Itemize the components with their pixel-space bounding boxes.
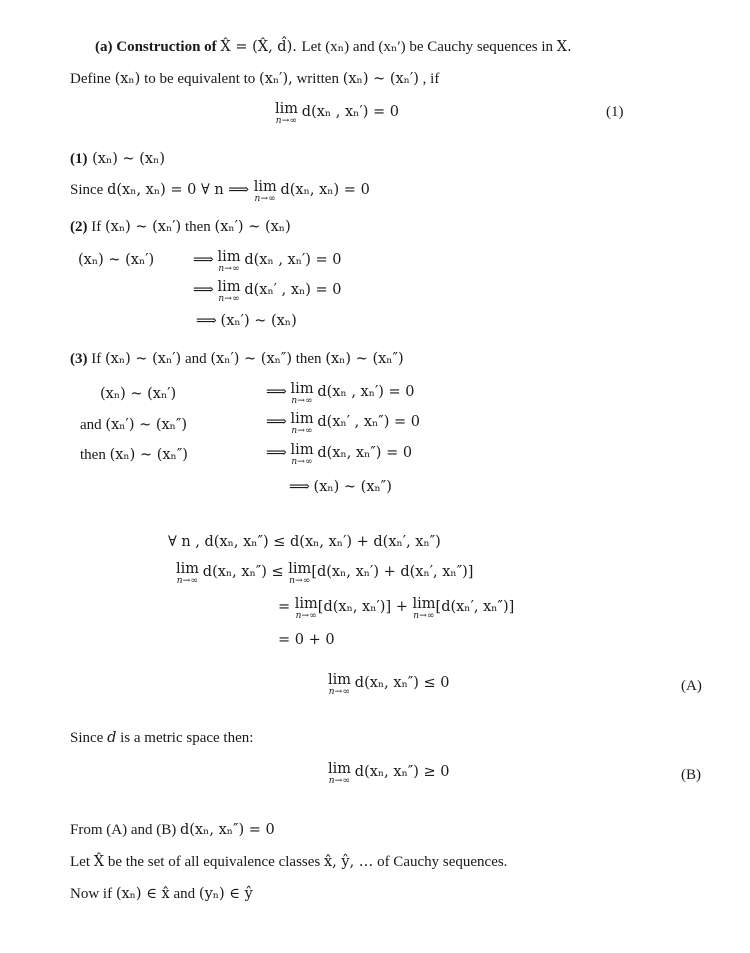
equation-b-expr: d(xₙ, xₙ″) ≥ 0 (354, 764, 450, 780)
implies-symbol: ⟹ (193, 282, 214, 298)
part-2-row-3-expr: (xₙ′) ~ (xₙ) (220, 313, 297, 329)
part-2-row-1-expr: d(xₙ , xₙ′) = 0 (244, 252, 342, 268)
part-2-row-2-expr: d(xₙ′ , xₙ) = 0 (244, 282, 342, 298)
limit-operator: lim n→∞ (217, 249, 241, 274)
heading-text: Let (xₙ) and (xₙ′) be Cauchy sequences in (301, 39, 557, 55)
since-math: d(xₙ, xₙ) = 0 ∀ n ⟹ (107, 182, 254, 198)
part-2-math-2: (xₙ′) ~ (xₙ) (214, 219, 291, 235)
now-math-1: (xₙ) ∈ x̂ (115, 886, 170, 902)
define-text-4: , if (418, 71, 440, 87)
let-text: Let (70, 854, 94, 870)
part-2-heading (70, 217, 291, 237)
part-2-then: then (181, 219, 215, 235)
part-3-and-text: and (80, 417, 106, 433)
implies-symbol: ⟹ (289, 479, 310, 495)
limit-operator: lim n→∞ (176, 561, 200, 586)
part-3-left-2-math: (xₙ′) ~ (xₙ″) (105, 417, 188, 433)
since-text: Since (70, 182, 108, 198)
equation-1 (275, 102, 399, 126)
section-a-heading (95, 37, 572, 57)
part-3-then-text: then (80, 447, 110, 463)
equation-a-label: (A) (681, 678, 702, 694)
part-3-math-3: (xₙ) ~ (xₙ″) (325, 351, 404, 367)
define-text-2: to be equivalent to (140, 71, 260, 87)
now-text: Now if (70, 886, 116, 902)
equation-b (328, 762, 450, 786)
define-math-2: (xₙ′), (259, 71, 293, 87)
equation-a-expr: d(xₙ, xₙ″) ≤ 0 (354, 675, 450, 691)
section-a-label: (a) Construction of (95, 39, 221, 55)
space-x-math: X. (556, 39, 572, 55)
part-2-math-1: (xₙ) ~ (xₙ′) (105, 219, 182, 235)
part-2-left: (xₙ) ~ (xₙ′) (78, 252, 155, 268)
completion-space-math: X̂ = (X̂, d̂). (220, 39, 302, 55)
equation-b-label: (B) (681, 767, 701, 783)
from-a-and-b (70, 820, 275, 840)
part-3-row-1 (266, 382, 415, 406)
equation-a (328, 673, 450, 697)
equals-sign: = (278, 599, 295, 615)
let-text-3: of Cauchy sequences. (373, 854, 508, 870)
limit-operator: lim n→∞ (288, 561, 312, 586)
definition-line (70, 69, 439, 89)
part-3-and: and (181, 351, 211, 367)
part-1-math: (xₙ) ~ (xₙ) (87, 151, 166, 167)
part-2-row-1 (193, 250, 342, 274)
metric-since: Since (70, 730, 108, 746)
limit-operator: lim n→∞ (290, 411, 314, 436)
limit-operator: lim n→∞ (290, 442, 314, 467)
limit-inequality-rhs: [d(xₙ, xₙ′) + d(xₙ′, xₙ″)] (311, 564, 474, 580)
part-3-then: then (291, 351, 326, 367)
implies-symbol: ⟹ (266, 414, 287, 430)
implies-symbol: ⟹ (196, 313, 217, 329)
part-3-row-3 (266, 443, 412, 467)
part-3-left-1: (xₙ) ~ (xₙ′) (100, 386, 177, 402)
part-3-left-2 (80, 415, 187, 435)
equation-1-expr: d(xₙ , xₙ′) = 0 (301, 104, 399, 120)
limit-operator: lim n→∞ (290, 381, 314, 406)
metric-d: d (107, 730, 117, 746)
limit-operator: lim n→∞ (217, 279, 241, 304)
limit-split-first: [d(xₙ, xₙ′)] + (317, 599, 413, 615)
part-2-label: (2) (70, 219, 88, 235)
from-text: From (A) and (B) (70, 822, 180, 838)
part-3-if: If (87, 351, 105, 367)
let-text-2: be the set of all equivalence classes (104, 854, 324, 870)
part-3-math-2: (xₙ′) ~ (xₙ″) (210, 351, 292, 367)
limit-split (278, 597, 514, 621)
define-math-1: (xₙ) (114, 71, 141, 87)
metric-statement (70, 728, 253, 748)
part-2-if: If (87, 219, 105, 235)
define-text-3: written (292, 71, 343, 87)
limit-inequality-lhs: d(xₙ, xₙ″) ≤ (202, 564, 289, 580)
equivalence-classes-line (70, 852, 507, 872)
part-2-row-3 (196, 311, 297, 331)
part-3-row-2-expr: d(xₙ′ , xₙ″) = 0 (317, 414, 420, 430)
let-math: X̂ (93, 854, 105, 870)
define-math-3: (xₙ) ~ (xₙ′) (342, 71, 419, 87)
implies-symbol: ⟹ (266, 384, 287, 400)
limit-operator: lim n→∞ (253, 179, 277, 204)
limit-operator: lim n→∞ (328, 672, 352, 697)
from-math: d(xₙ, xₙ″) = 0 (179, 822, 275, 838)
limit-split-second: [d(xₙ′, xₙ″)] (435, 599, 515, 615)
part-3-math-1: (xₙ) ~ (xₙ′) (105, 351, 182, 367)
implies-symbol: ⟹ (266, 445, 287, 461)
part-3-label: (3) (70, 351, 88, 367)
zero-sum: = 0 + 0 (278, 632, 335, 648)
part-3-row-3-expr: d(xₙ, xₙ″) = 0 (317, 445, 413, 461)
metric-text: is a metric space then: (116, 730, 254, 746)
limit-operator: lim n→∞ (275, 101, 299, 126)
part-3-row-4-expr: (xₙ) ~ (xₙ″) (313, 479, 392, 495)
part-2-row-2 (193, 280, 342, 304)
part-1-label: (1) (70, 151, 88, 167)
limit-operator: lim n→∞ (294, 596, 318, 621)
now-and: and (169, 886, 199, 902)
limit-operator: lim n→∞ (328, 761, 352, 786)
triangle-inequality: ∀ n , d(xₙ, xₙ″) ≤ d(xₙ, xₙ′) + d(xₙ′, xₙ″) (168, 534, 441, 550)
part-3-left-3 (80, 445, 188, 465)
equation-1-label: (1) (606, 104, 624, 120)
since-end-math: d(xₙ, xₙ) = 0 (280, 182, 370, 198)
part-3-row-1-expr: d(xₙ , xₙ′) = 0 (317, 384, 415, 400)
part-3-row-2 (266, 412, 420, 436)
part-3-left-3-math: (xₙ) ~ (xₙ″) (109, 447, 188, 463)
part-3-row-4 (289, 477, 392, 497)
part-3-heading (70, 349, 404, 369)
part-1-proof (70, 180, 370, 204)
now-math-2: (yₙ) ∈ ŷ (198, 886, 253, 902)
limit-operator: lim n→∞ (412, 596, 436, 621)
now-if-line (70, 884, 253, 904)
let-math-2: x̂, ŷ, … (324, 854, 374, 870)
part-1-heading (70, 149, 165, 169)
implies-symbol: ⟹ (193, 252, 214, 268)
limit-inequality (176, 562, 473, 586)
define-text: Define (70, 71, 115, 87)
